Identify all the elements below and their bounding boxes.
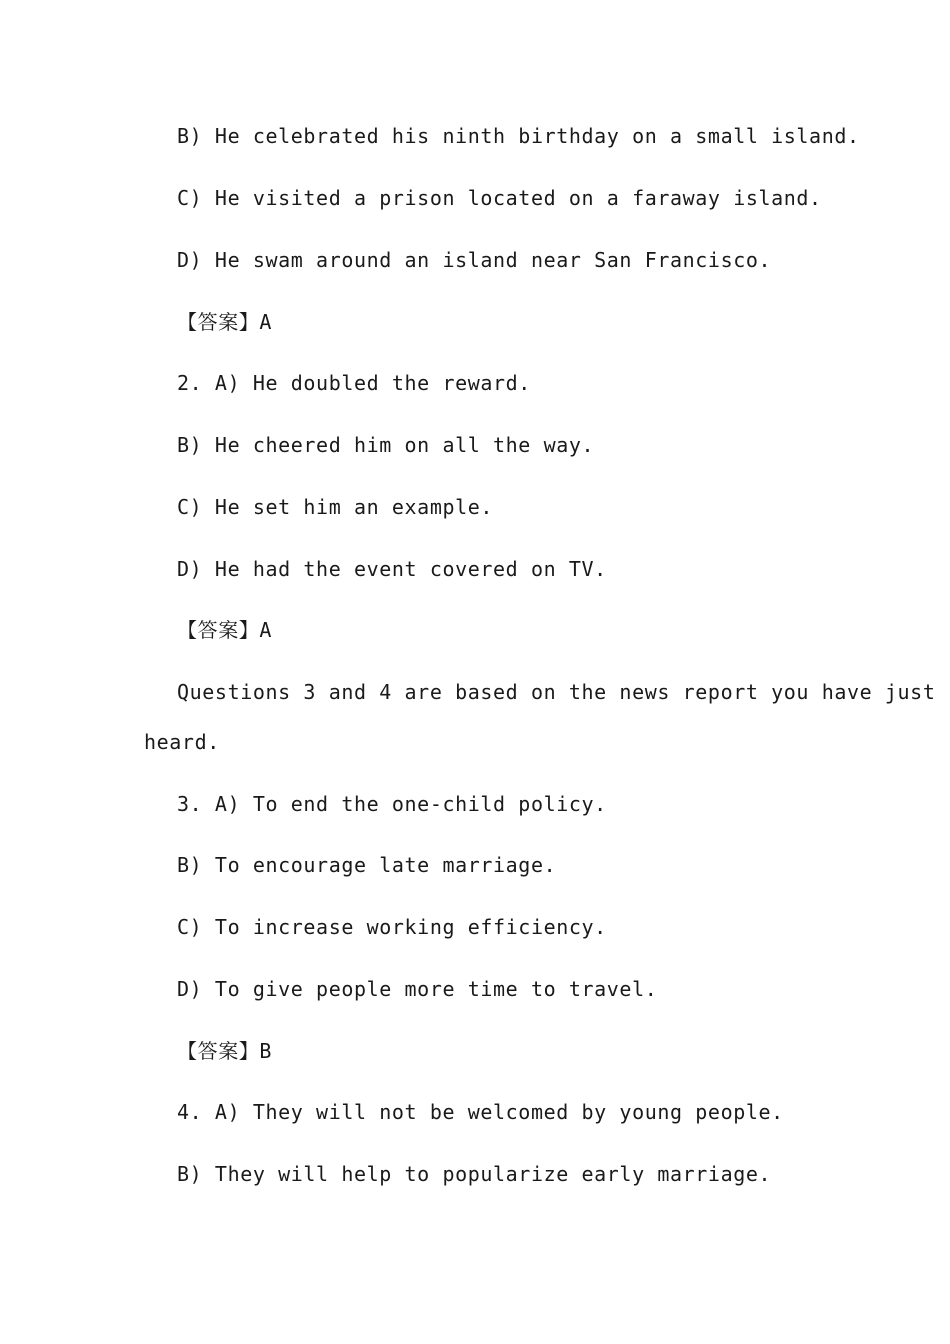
q2-option-d: D) He had the event covered on TV. (177, 557, 607, 581)
q3-option-c: C) To increase working efficiency. (177, 915, 607, 939)
q2-answer: 【答案】A (177, 618, 273, 642)
q3-answer: 【答案】B (177, 1039, 273, 1063)
q3-option-d: D) To give people more time to travel. (177, 977, 658, 1001)
q3-option-a: 3. A) To end the one-child policy. (177, 792, 607, 816)
q1-option-b: B) He celebrated his ninth birthday on a small island. (177, 124, 860, 148)
q4-option-a: 4. A) They will not be welcomed by young people. (177, 1100, 784, 1124)
q3-option-b: B) To encourage late marriage. (177, 853, 557, 877)
section-intro-line1: Questions 3 and 4 are based on the news report you have just (177, 680, 936, 704)
q4-option-b: B) They will help to popularize early marriage. (177, 1162, 772, 1186)
q1-option-d: D) He swam around an island near San Francisco. (177, 248, 772, 272)
q2-option-b: B) He cheered him on all the way. (177, 433, 595, 457)
q2-option-a: 2. A) He doubled the reward. (177, 371, 531, 395)
section-intro-line2: heard. (144, 730, 220, 754)
q2-option-c: C) He set him an example. (177, 495, 494, 519)
q1-answer: 【答案】A (177, 310, 273, 334)
q1-option-c: C) He visited a prison located on a faraway island. (177, 186, 822, 210)
